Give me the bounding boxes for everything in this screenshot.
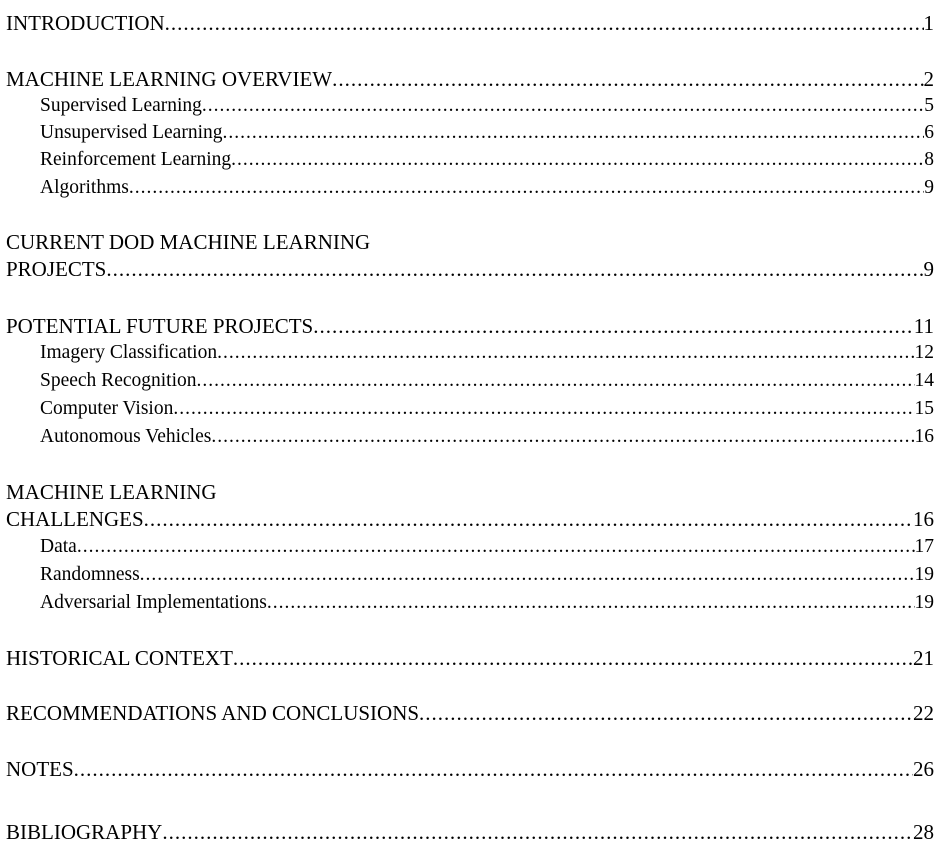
toc-leader-dots	[211, 424, 914, 450]
toc-entry-ml-overview[interactable]	[6, 66, 934, 92]
toc-entry-page: 15	[914, 398, 934, 419]
toc-entry-page: 2	[923, 67, 934, 91]
toc-entry-page: 19	[914, 564, 934, 585]
toc-leader-dots	[77, 534, 915, 560]
toc-entry-introduction[interactable]	[6, 10, 934, 36]
toc-leader-dots	[231, 147, 924, 173]
toc-entry-title: Randomness	[40, 564, 140, 585]
toc-entry-page: 6	[924, 122, 934, 143]
toc-leader-dots	[173, 396, 914, 422]
toc-entry-page: 9	[924, 177, 934, 198]
toc-entry-data[interactable]	[40, 534, 934, 560]
toc-entry-title: POTENTIAL FUTURE PROJECTS	[6, 314, 314, 338]
toc-entry-speech-recognition[interactable]	[40, 368, 934, 394]
toc-entry-title: NOTES	[6, 757, 74, 781]
toc-entry-historical-context[interactable]	[6, 645, 934, 671]
toc-entry-page: 19	[914, 592, 934, 613]
toc-entry-second-line	[6, 506, 934, 532]
toc-entry-unsupervised-learning[interactable]	[40, 120, 934, 146]
toc-entry-title: Unsupervised Learning	[40, 122, 223, 143]
toc-leader-dots	[74, 756, 913, 782]
toc-entry-page: 26	[913, 757, 934, 781]
toc-entry-computer-vision[interactable]	[40, 396, 934, 422]
toc-entry-page: 28	[913, 820, 934, 844]
toc-entry-title-line2: CHALLENGES	[6, 507, 144, 531]
toc-entry-imagery-classification[interactable]	[40, 340, 934, 366]
toc-entry-title: HISTORICAL CONTEXT	[6, 646, 233, 670]
toc-leader-dots	[233, 645, 913, 671]
toc-entry-algorithms[interactable]	[40, 175, 934, 201]
toc-entry-page: 11	[913, 314, 934, 338]
toc-entry-page: 12	[914, 342, 934, 363]
toc-entry-second-line	[6, 256, 934, 282]
toc-entry-bibliography[interactable]	[6, 819, 934, 845]
toc-entry-title-line2: PROJECTS	[6, 257, 107, 281]
toc-entry-title: Supervised Learning	[40, 95, 202, 116]
toc-leader-dots	[217, 340, 914, 366]
toc-leader-dots	[419, 700, 913, 726]
toc-entry-notes[interactable]	[6, 756, 934, 782]
toc-entry-page: 21	[913, 646, 934, 670]
toc-leader-dots	[267, 590, 915, 616]
toc-entry-page: 1	[923, 11, 934, 35]
toc-entry-future-projects[interactable]	[6, 313, 934, 339]
toc-entry-title: Data	[40, 536, 77, 557]
toc-leader-dots	[197, 368, 915, 394]
toc-entry-recommendations[interactable]	[6, 700, 934, 726]
toc-entry-title: Algorithms	[40, 177, 129, 198]
toc-leader-dots	[202, 93, 924, 119]
toc-entry-title-line1: MACHINE LEARNING	[6, 480, 217, 504]
toc-entry-randomness[interactable]	[40, 562, 934, 588]
toc-entry-title-line1: CURRENT DOD MACHINE LEARNING	[6, 230, 371, 254]
toc-leader-dots	[223, 120, 925, 146]
toc-entry-page: 9	[923, 257, 934, 281]
toc-entry-reinforcement-learning[interactable]	[40, 147, 934, 173]
toc-entry-page: 16	[913, 507, 934, 531]
toc-entry-title: MACHINE LEARNING OVERVIEW	[6, 67, 333, 91]
toc-leader-dots	[162, 819, 913, 845]
toc-entry-title: Reinforcement Learning	[40, 149, 232, 170]
toc-entry-page: 14	[914, 370, 934, 391]
toc-leader-dots	[332, 66, 923, 92]
toc-entry-autonomous-vehicles[interactable]	[40, 424, 934, 450]
toc-leader-dots	[313, 313, 914, 339]
toc-leader-dots	[106, 256, 923, 282]
toc-entry-title: Imagery Classification	[40, 342, 218, 363]
toc-entry-page: 8	[924, 149, 934, 170]
toc-entry-title: RECOMMENDATIONS AND CONCLUSIONS	[6, 701, 420, 725]
toc-entry-title: Speech Recognition	[40, 370, 197, 391]
toc-entry-ml-challenges[interactable]	[6, 478, 934, 534]
toc-leader-dots	[129, 175, 924, 201]
toc-entry-page: 22	[913, 701, 934, 725]
toc-leader-dots	[144, 506, 913, 532]
toc-entry-adversarial-implementations[interactable]	[40, 590, 934, 616]
toc-entry-dod-projects[interactable]	[6, 228, 934, 284]
toc-entry-page: 5	[924, 95, 934, 116]
toc-entry-title: Autonomous Vehicles	[40, 426, 212, 447]
toc-leader-dots	[140, 562, 915, 588]
toc-entry-title: Adversarial Implementations	[40, 592, 267, 613]
toc-entry-page: 16	[914, 426, 934, 447]
toc-entry-title: Computer Vision	[40, 398, 174, 419]
toc-entry-title: INTRODUCTION	[6, 11, 165, 35]
toc-entry-title: BIBLIOGRAPHY	[6, 820, 163, 844]
toc-entry-page: 17	[914, 536, 934, 557]
toc-entry-supervised-learning[interactable]	[40, 93, 934, 119]
toc-leader-dots	[165, 10, 924, 36]
